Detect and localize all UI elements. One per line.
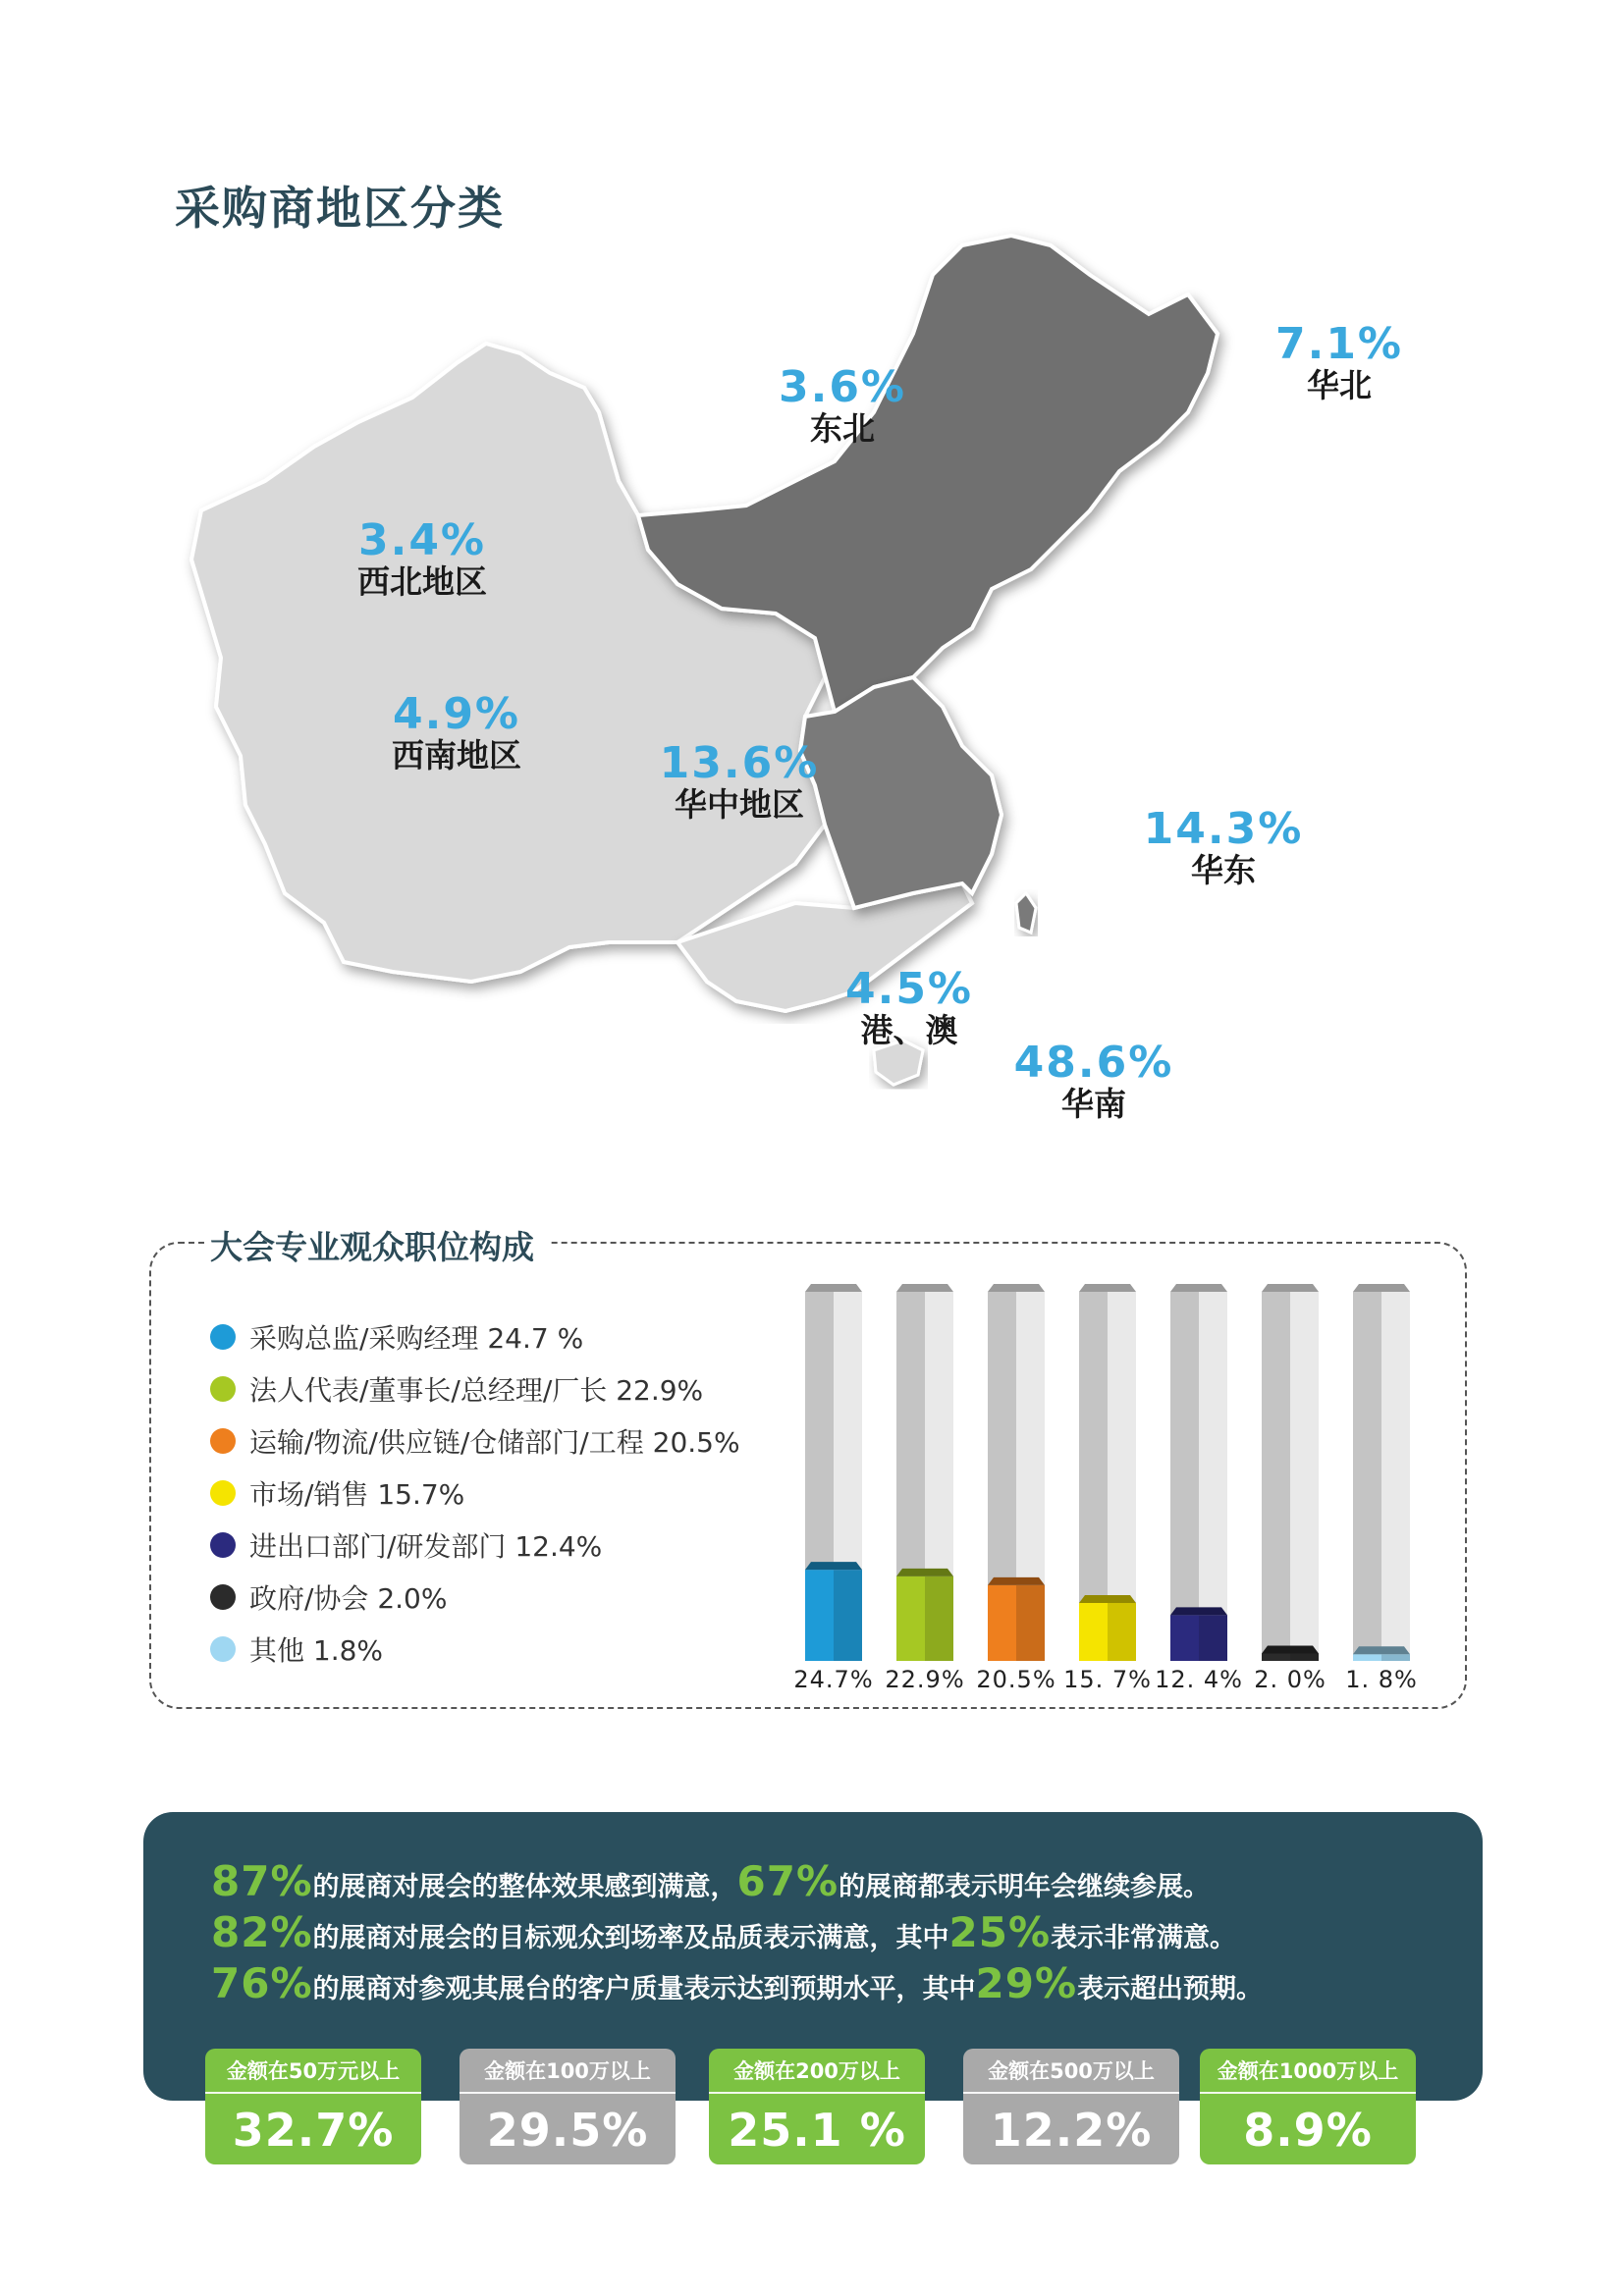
- bar-fill-top: [805, 1562, 862, 1570]
- region-pct: 3.6%: [778, 362, 907, 412]
- bar-track-top: [1353, 1284, 1410, 1292]
- legend-label: 运输/物流/供应链/仓储部门/工程 20.5%: [249, 1425, 740, 1459]
- bar-track-top: [1262, 1284, 1319, 1292]
- amount-card-label: 金额在50万元以上: [205, 2049, 421, 2094]
- highlight-percent: 76%: [211, 1959, 313, 2007]
- region-name: 东北: [810, 409, 875, 448]
- bar-value-label: 24.7%: [793, 1666, 874, 1693]
- legend-item: [210, 1623, 740, 1675]
- amount-card-value: 25.1 %: [728, 2104, 906, 2157]
- bar-fill-right: [1108, 1603, 1136, 1661]
- legend-swatch-icon: [210, 1636, 236, 1662]
- bar-fill-left: [1353, 1654, 1381, 1661]
- amount-card: [709, 2049, 925, 2164]
- legend-label: 政府/协会 2.0%: [249, 1581, 448, 1615]
- amount-card-label: 金额在100万以上: [460, 2049, 676, 2094]
- position-bar-chart: [785, 1276, 1453, 1669]
- region-pct: 14.3%: [1143, 804, 1304, 854]
- amount-card: [963, 2049, 1179, 2164]
- position-section-title: 大会专业观众职位构成: [206, 1222, 548, 1268]
- bar-fill-left: [1170, 1615, 1199, 1661]
- bar-fill-right: [1199, 1615, 1227, 1661]
- bar-track-left: [1170, 1292, 1199, 1661]
- bar-fill-left: [988, 1585, 1016, 1661]
- legend-item: [210, 1519, 740, 1571]
- bar-track-left: [1262, 1292, 1290, 1661]
- satisfaction-line: [211, 1857, 1210, 1905]
- bar-fill-right: [1381, 1654, 1410, 1661]
- bar-fill-left: [1262, 1653, 1290, 1661]
- amount-card-value: 12.2%: [990, 2104, 1153, 2157]
- bar-fill-top: [896, 1569, 953, 1576]
- bar-fill-top: [1079, 1595, 1136, 1603]
- highlight-percent: 82%: [211, 1908, 313, 1956]
- statement-text: 的展商对参观其展台的客户质量表示达到预期水平，其中: [312, 1974, 976, 2004]
- legend-swatch-icon: [210, 1532, 236, 1558]
- bar-track-top: [1170, 1284, 1227, 1292]
- region-pct: 3.4%: [357, 515, 487, 565]
- amount-card: [205, 2049, 421, 2164]
- statement-text: 表示非常满意。: [1051, 1923, 1237, 1953]
- legend-label: 进出口部门/研发部门 12.4%: [249, 1529, 603, 1563]
- region-east: [1143, 804, 1304, 889]
- legend-item: [210, 1467, 740, 1519]
- legend-label: 法人代表/董事长/总经理/厂长 22.9%: [249, 1373, 704, 1407]
- bar-value-label: 2. 0%: [1254, 1666, 1326, 1693]
- region-north: [1274, 319, 1404, 404]
- bar-track-top: [1079, 1284, 1136, 1292]
- legend-swatch-icon: [210, 1376, 236, 1402]
- region-name: 华南: [1061, 1085, 1126, 1123]
- region-pct: 48.6%: [1013, 1038, 1174, 1088]
- bar-fill-top: [1170, 1607, 1227, 1615]
- bar-fill-top: [1262, 1645, 1319, 1653]
- amount-card-label: 金额在200万以上: [709, 2049, 925, 2094]
- region-south: [1013, 1038, 1174, 1123]
- region-pct: 13.6%: [659, 738, 820, 788]
- bar-track-left: [1353, 1292, 1381, 1661]
- bar-fill-left: [805, 1570, 834, 1661]
- position-legend: [210, 1310, 740, 1675]
- legend-item: [210, 1415, 740, 1467]
- region-name: 西南地区: [392, 736, 521, 774]
- amount-card: [1200, 2049, 1416, 2164]
- satisfaction-line: [211, 1959, 1263, 2007]
- region-name: 港、澳: [860, 1011, 958, 1049]
- bar-fill-right: [925, 1576, 953, 1661]
- map-taiwan: [1016, 893, 1036, 933]
- region-southwest: [392, 689, 521, 774]
- amount-card-label: 金额在1000万以上: [1200, 2049, 1416, 2094]
- statement-text: 表示超出预期。: [1077, 1974, 1264, 2004]
- bar-value-label: 22.9%: [885, 1666, 965, 1693]
- bar-value-label: 1. 8%: [1345, 1666, 1418, 1693]
- highlight-percent: 87%: [211, 1857, 313, 1905]
- legend-item: [210, 1310, 740, 1362]
- amount-card-value: 29.5%: [486, 2104, 649, 2157]
- legend-label: 市场/销售 15.7%: [249, 1477, 465, 1511]
- bar-track-right: [1199, 1292, 1227, 1661]
- amount-card-value: 32.7%: [232, 2104, 395, 2157]
- legend-label: 其他 1.8%: [249, 1633, 384, 1667]
- region-pct: 7.1%: [1274, 319, 1404, 369]
- highlight-percent: 67%: [736, 1857, 839, 1905]
- bar-track-top: [896, 1284, 953, 1292]
- amount-card-label: 金额在500万以上: [963, 2049, 1179, 2094]
- map-west-central: [191, 344, 825, 982]
- legend-item: [210, 1362, 740, 1415]
- bar-track-top: [988, 1284, 1045, 1292]
- legend-swatch-icon: [210, 1584, 236, 1610]
- amount-card: [460, 2049, 676, 2164]
- bar-fill-top: [988, 1577, 1045, 1585]
- statement-text: 的展商对展会的整体效果感到满意，: [312, 1872, 737, 1902]
- legend-swatch-icon: [210, 1324, 236, 1350]
- map-section-title: 采购商地区分类: [175, 182, 505, 235]
- bar-track-top: [805, 1284, 862, 1292]
- region-central: [659, 738, 820, 824]
- bar-fill-top: [1353, 1646, 1410, 1654]
- bar-value-label: 20.5%: [976, 1666, 1056, 1693]
- region-pct: 4.5%: [844, 964, 974, 1014]
- amount-card-value: 8.9%: [1243, 2104, 1373, 2157]
- legend-item: [210, 1571, 740, 1623]
- satisfaction-line: [211, 1908, 1236, 1956]
- bar-track-right: [1381, 1292, 1410, 1661]
- highlight-percent: 29%: [975, 1959, 1078, 2007]
- bar-value-label: 12. 4%: [1155, 1666, 1243, 1693]
- map-east: [800, 677, 1001, 908]
- bar-fill-left: [1079, 1603, 1108, 1661]
- region-name: 华中地区: [675, 785, 804, 824]
- highlight-percent: 25%: [948, 1908, 1052, 1956]
- bar-value-label: 15. 7%: [1063, 1666, 1152, 1693]
- legend-label: 采购总监/采购经理 24.7 %: [249, 1321, 584, 1355]
- region-name: 西北地区: [357, 562, 487, 601]
- bar-track-right: [1290, 1292, 1319, 1661]
- region-northeast: [778, 362, 907, 448]
- region-pct: 4.9%: [392, 689, 521, 739]
- legend-swatch-icon: [210, 1428, 236, 1454]
- legend-swatch-icon: [210, 1480, 236, 1506]
- bar-fill-left: [896, 1576, 925, 1661]
- bar-fill-right: [834, 1570, 862, 1661]
- bar-fill-right: [1016, 1585, 1045, 1661]
- bar-fill-right: [1290, 1653, 1319, 1661]
- region-hk-macau: [844, 964, 974, 1049]
- statement-text: 的展商都表示明年会继续参展。: [839, 1872, 1211, 1902]
- region-name: 华东: [1191, 851, 1256, 889]
- region-name: 华北: [1307, 366, 1372, 404]
- china-region-map: [147, 216, 1384, 1119]
- statement-text: 的展商对展会的目标观众到场率及品质表示满意，其中: [312, 1923, 949, 1953]
- region-northwest: [357, 515, 487, 601]
